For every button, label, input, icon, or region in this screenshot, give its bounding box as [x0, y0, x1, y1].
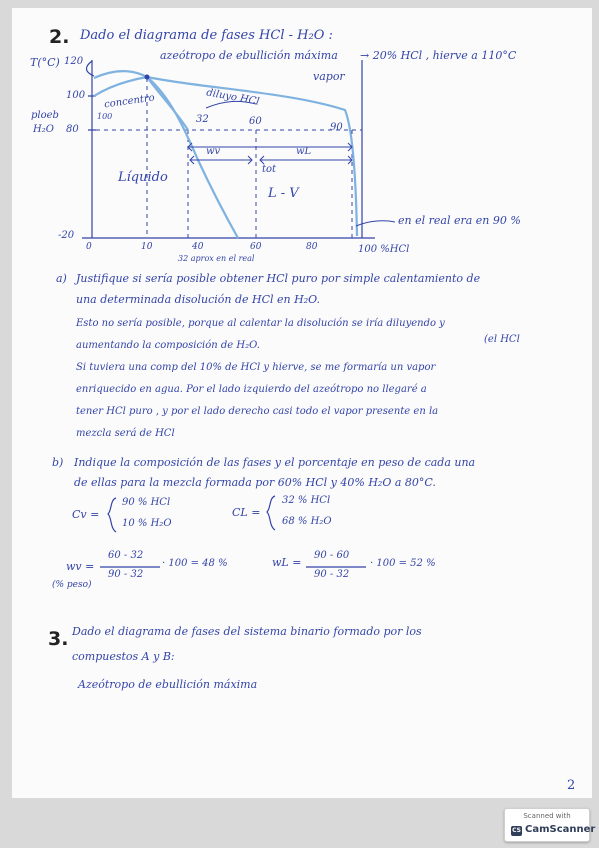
part-a-answer-2: aumentando la composición de H₂O. — [76, 340, 260, 351]
y-tick-80: 80 — [66, 124, 79, 135]
part-a-question-1: Justifique si sería posible obtener HCl puro por simple calentamiento de — [76, 272, 481, 285]
badge-name-text: CamScanner — [525, 824, 596, 835]
concentro-label: concentro — [103, 92, 156, 111]
wv-eq-label: wv = — [66, 560, 95, 573]
wl-eq-label: wL = — [272, 556, 302, 569]
question-3-number: 3. — [48, 628, 69, 650]
part-a-question-2: una determinada disolución de HCl en H₂O. — [76, 293, 320, 306]
part-a-answer-4: enriquecido en agua. Por el lado izquierdo del azeótropo no llegaré a — [76, 384, 427, 395]
wl-result: · 100 = 52 % — [370, 558, 436, 569]
question-3-azeotrope: Azeótropo de ebullición máxima — [78, 678, 258, 691]
x-annotation: 32 aprox en el real — [178, 254, 255, 263]
part-a-answer-1: Esto no sería posible, porque al calentar la disolución se iría diluyendo y — [76, 318, 445, 329]
y-tick-120: 120 — [64, 56, 84, 67]
lv-label: L - V — [268, 186, 299, 201]
wl-numerator: 90 - 60 — [314, 550, 350, 561]
tie-label-60: 60 — [249, 116, 262, 127]
cl-brace — [267, 496, 275, 530]
cl-line-2: 68 % H₂O — [282, 516, 332, 527]
y-tick-100: 100 — [66, 90, 86, 101]
cl-line-1: 32 % HCl — [282, 495, 331, 506]
x-tick-0: 0 — [86, 242, 92, 252]
vapor-label: vapor — [313, 70, 345, 83]
part-b-question-1: Indique la composición de las fases y el porcentaje en peso de cada una — [74, 456, 476, 469]
x-tick-10: 10 — [141, 242, 153, 252]
x-tick-80: 80 — [306, 242, 318, 252]
camscanner-badge — [504, 808, 596, 842]
wv-note: (% peso) — [52, 580, 92, 590]
ploeb-label: ploeb — [31, 110, 59, 121]
x-tick-60: 60 — [250, 242, 262, 252]
cv-label: Cv = — [72, 508, 100, 521]
badge-top-text: Scanned with — [523, 812, 571, 820]
azeotrope-result: → 20% HCl , hierve a 110°C — [360, 49, 517, 62]
wv-numerator: 60 - 32 — [108, 550, 144, 561]
azeotrope-note: azeótropo de ebullición máxima — [160, 49, 338, 62]
question-3-line-1: Dado el diagrama de fases del sistema binario formado por los — [72, 625, 422, 638]
wv-denominator: 90 - 32 — [108, 569, 144, 580]
wl-label: wL — [296, 146, 312, 157]
diluyo-label: diluyo HCl — [205, 87, 261, 108]
question-3-line-2: compuestos A y B: — [72, 650, 175, 663]
liquido-label: Líquido — [118, 170, 168, 185]
left-top-label: 100 — [97, 112, 113, 121]
cv-line-1: 90 % HCl — [122, 497, 171, 508]
cl-label: CL = — [232, 506, 261, 519]
h2o-label: H₂O — [33, 124, 54, 135]
question-2-number: 2. — [49, 26, 70, 48]
y-axis-label: T(°C) — [30, 56, 60, 69]
part-b-question-2: de ellas para la mezcla formada por 60% HCl y 40% H₂O a 80°C. — [74, 476, 436, 489]
part-a-answer-5: tener HCl puro , y por el lado derecho casi todo el vapor presente en la — [76, 406, 439, 417]
cv-brace — [108, 498, 116, 532]
page-number: 2 — [567, 778, 576, 793]
part-b-label: b) — [52, 456, 64, 469]
tie-label-90: 90 — [330, 122, 343, 133]
part-a-answer-3: Si tuviera una comp del 10% de HCl y hierve, se me formaría un vapor — [76, 362, 436, 373]
real-note: en el real era en 90 % — [398, 214, 521, 227]
y-tick-minus20: -20 — [58, 230, 75, 241]
tie-label-32: 32 — [196, 114, 209, 125]
wv-label: wv — [206, 146, 221, 157]
wv-result: · 100 = 48 % — [162, 558, 228, 569]
x-tick-40: 40 — [192, 242, 204, 252]
wl-denominator: 90 - 32 — [314, 569, 350, 580]
question-2-title: Dado el diagrama de fases HCl - H₂O : — [80, 28, 333, 43]
part-a-answer-side: (el HCl — [484, 334, 520, 345]
part-a-label: a) — [56, 272, 67, 285]
tot-label: tot — [262, 164, 277, 175]
cv-line-2: 10 % H₂O — [122, 518, 172, 529]
x-tick-100: 100 %HCl — [358, 244, 410, 255]
camscanner-logo-icon: CS — [512, 827, 521, 834]
part-a-answer-6: mezcla será de HCl — [76, 428, 175, 439]
